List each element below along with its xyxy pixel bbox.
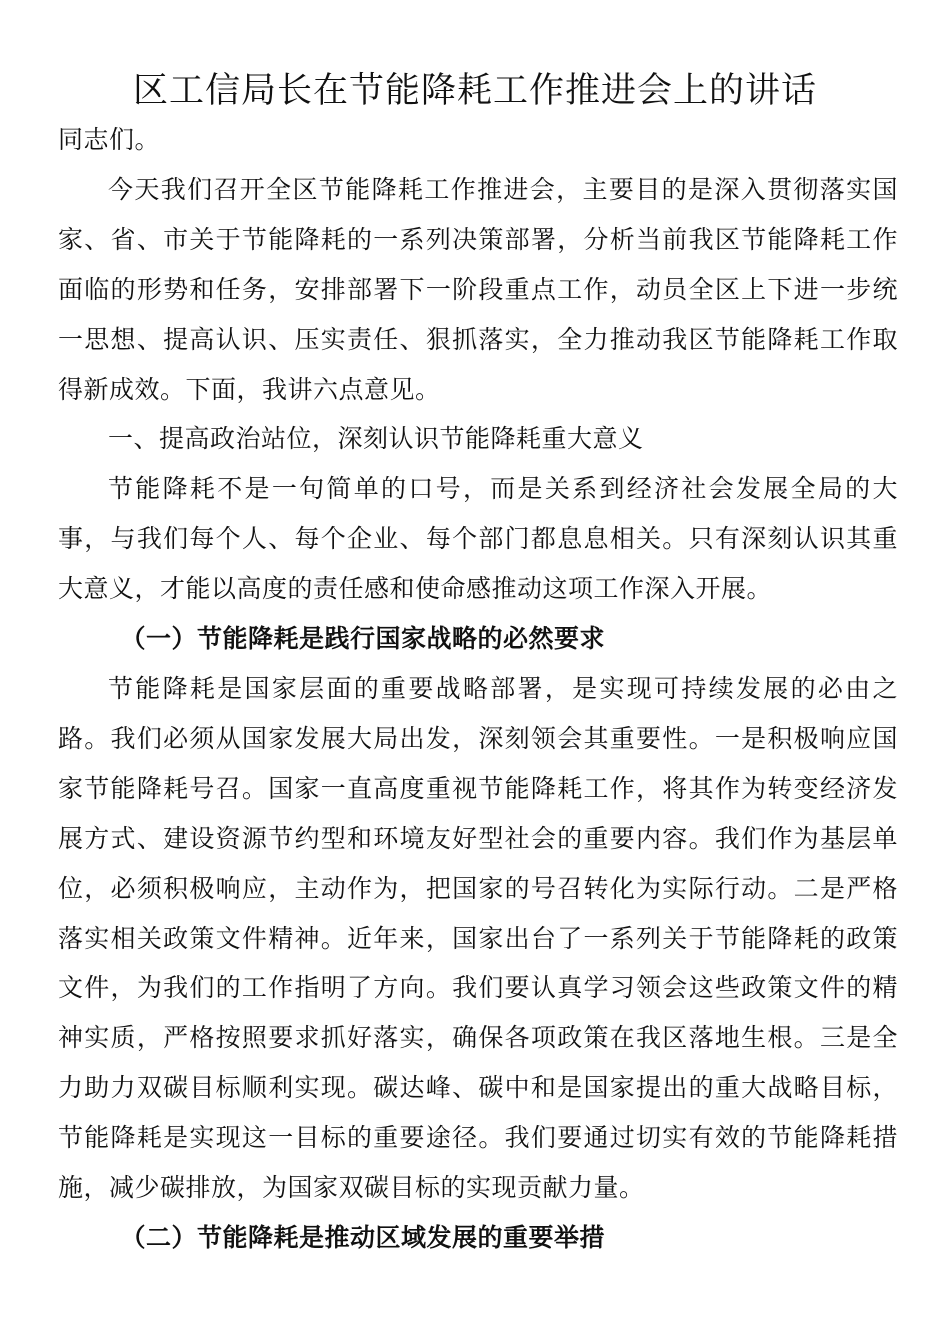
document-body bbox=[58, 115, 898, 1263]
subsection-heading-2: （二）节能降耗是推动区域发展的重要举措 bbox=[120, 1222, 606, 1252]
section-heading-1: 一、提高政治站位，深刻认识节能降耗重大意义 bbox=[108, 424, 644, 454]
document-title: 区工信局长在节能降耗工作推进会上的讲话 bbox=[132, 71, 817, 111]
subsection-heading-1: （一）节能降耗是践行国家战略的必然要求 bbox=[120, 624, 606, 654]
paragraph-intro: 今天我们召开全区节能降耗工作推进会，主要目的是深入贯彻落实国家、省、市关于节能降耗的一系列决策部署，分析当前我区节能降耗工作面临的形势和任务，安排部署下一阶段重点工作，动员全区上下进一步统一思想、提高认识、压实责任、狠抓落实，全力推动我区节能降耗工作取得新成效。下面，我讲六点意见。 bbox=[58, 174, 898, 404]
paragraph-subsection-1: 节能降耗是国家层面的重要战略部署，是实现可持续发展的必由之路。我们必须从国家发展大局出发，深刻领会其重要性。一是积极响应国家节能降耗号召。国家一直高度重视节能降耗工作，将其作为转变经济发展方式、建设资源节约型和环境友好型社会的重要内容。我们作为基层单位，必须积极响应，主动作为，把国家的号召转化为实际行动。二是严格落实相关政策文件精神。近年来，国家出台了一系列关于节能降耗的政策文件，为我们的工作指明了方向。我们要认真学习领会这些政策文件的精神实质，严格按照要求抓好落实，确保各项政策在我区落地生根。三是全力助力双碳目标顺利实现。碳达峰、碳中和是国家提出的重大战略目标，节能降耗是实现这一目标的重要途径。我们要通过切实有效的节能降耗措施，减少碳排放，为国家双碳目标的实现贡献力量。 bbox=[58, 673, 898, 1203]
salutation: 同志们。 bbox=[58, 125, 161, 154]
paragraph-section-1: 节能降耗不是一句简单的口号，而是关系到经济社会发展全局的大事，与我们每个人、每个企业、每个部门都息息相关。只有深刻认识其重大意义，才能以高度的责任感和使命感推动这项工作深入开展。 bbox=[58, 474, 898, 604]
